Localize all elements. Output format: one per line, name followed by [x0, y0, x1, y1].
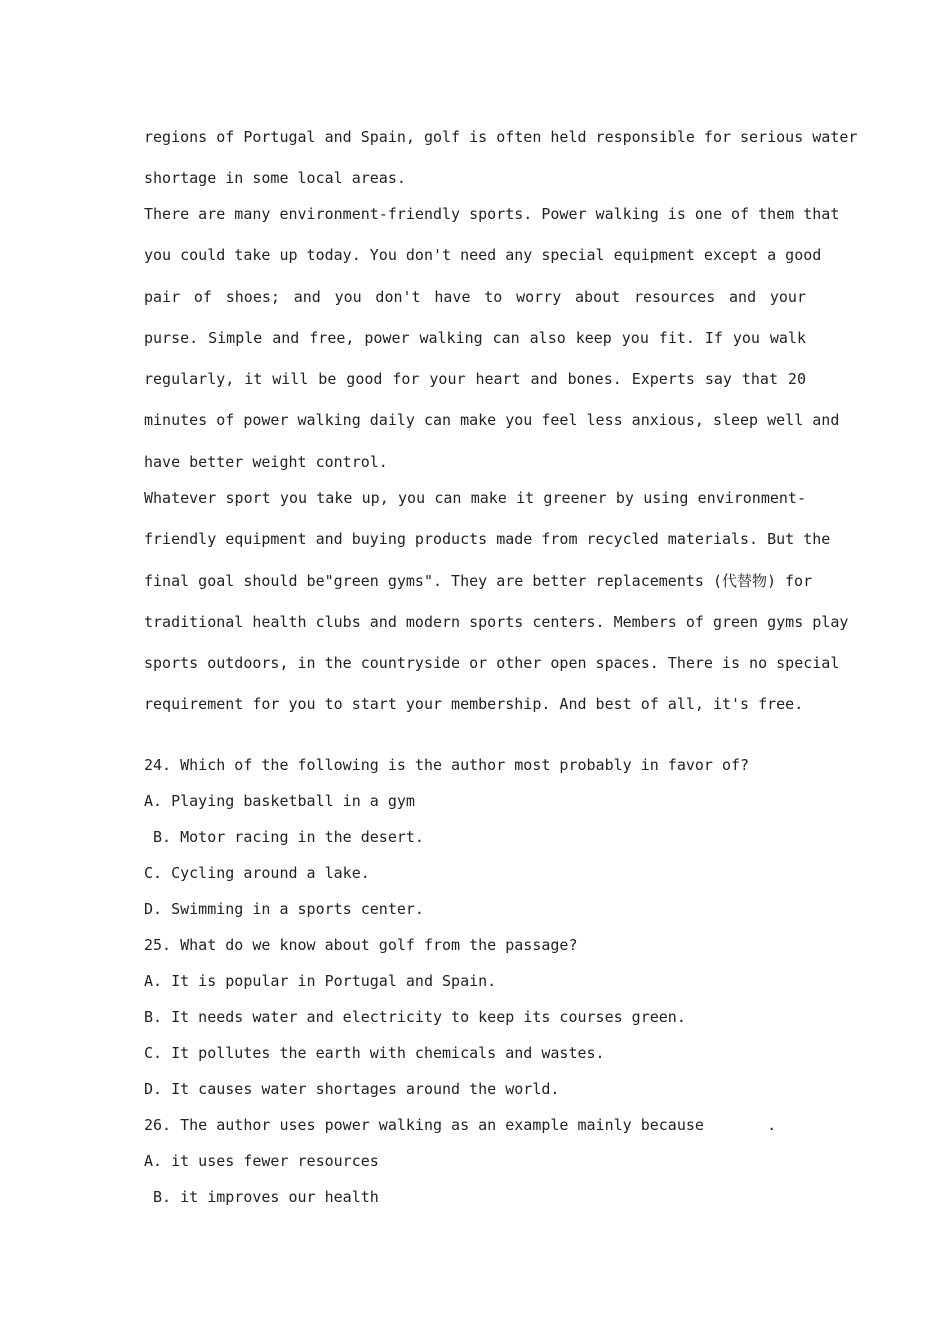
- text-line: regularly, it will be good for your heart and bones. Experts say that 20: [144, 370, 806, 389]
- text-line: requirement for you to start your membership. And best of all, it's free.: [144, 695, 804, 714]
- answer-option-d: D. Swimming in a sports center.: [144, 900, 424, 918]
- question-24: [144, 754, 806, 934]
- passage-paragraph-2: [144, 203, 840, 487]
- text-line: have better weight control.: [144, 452, 388, 471]
- question-26: [144, 1114, 806, 1222]
- answer-option-b: B. it improves our health: [144, 1188, 379, 1206]
- question-stem: 24. Which of the following is the author most probably in favor of?: [144, 756, 750, 774]
- question-stem: 25. What do we know about golf from the passage?: [144, 936, 578, 954]
- question-25: [144, 934, 806, 1114]
- answer-option-a: A. It is popular in Portugal and Spain.: [144, 972, 497, 990]
- text-line: pair of shoes; and you don't have to worry about resources and your: [144, 287, 806, 306]
- text-line: sports outdoors, in the countryside or other open spaces. There is no special: [144, 654, 840, 673]
- text-line: There are many environment-friendly sports. Power walking is one of them that: [144, 205, 840, 223]
- passage-paragraph-3: [144, 487, 849, 735]
- text-line: purse. Simple and free, power walking can also keep you fit. If you walk: [144, 328, 806, 347]
- text-line: you could take up today. You don't need any special equipment except a good: [144, 246, 822, 265]
- text-line: traditional health clubs and modern sports centers. Members of green gyms play: [144, 612, 849, 631]
- answer-option-c: C. Cycling around a lake.: [144, 864, 370, 882]
- answer-option-d: D. It causes water shortages around the world.: [144, 1080, 560, 1098]
- text-line: minutes of power walking daily can make you feel less anxious, sleep well and: [144, 411, 840, 430]
- answer-option-b: B. It needs water and electricity to keep its courses green.: [144, 1008, 686, 1026]
- text-line: friendly equipment and buying products made from recycled materials. But the: [144, 530, 831, 549]
- passage-paragraph-1: [144, 126, 858, 203]
- text-line: shortage in some local areas.: [144, 169, 406, 188]
- question-stem: 26. The author uses power walking as an example mainly because .: [144, 1116, 777, 1134]
- text-line: final goal should be"green gyms". They are better replacements (代替物) for: [144, 571, 813, 590]
- answer-option-a: A. Playing basketball in a gym: [144, 792, 415, 810]
- text-line: Whatever sport you take up, you can make it greener by using environment-: [144, 489, 806, 507]
- answer-option-c: C. It pollutes the earth with chemicals and wastes.: [144, 1044, 605, 1062]
- text-line: regions of Portugal and Spain, golf is often held responsible for serious water: [144, 128, 858, 146]
- answer-option-b: B. Motor racing in the desert.: [144, 828, 424, 846]
- answer-option-a: A. it uses fewer resources: [144, 1152, 379, 1170]
